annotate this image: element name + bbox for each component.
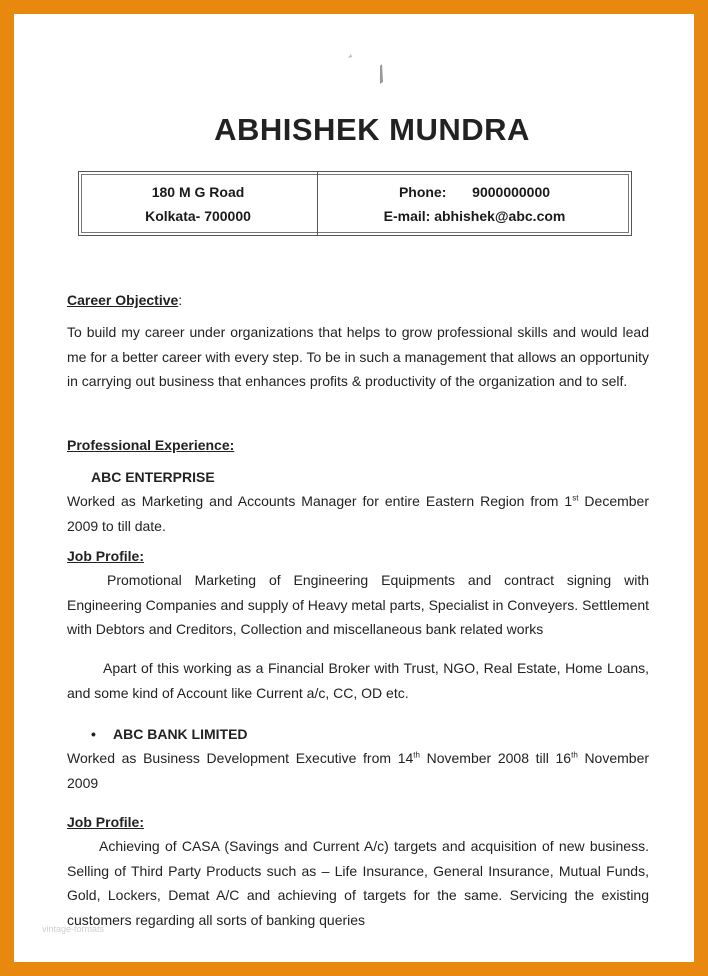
pen-mark-icon xyxy=(332,52,392,92)
job-profile-2-heading: Job Profile: xyxy=(67,814,145,830)
experience-heading: Professional Experience: xyxy=(67,437,235,453)
job-profile-1-para1: Promotional Marketing of Engineering Equipments and contract signing with Engineering Companies and supply of Heavy metal parts, Specialist in Conveyers. Settlement with Debtors and Creditors, Collection and miscellaneous bank related works xyxy=(67,572,649,637)
company-2-summary-sup2: th xyxy=(571,750,578,760)
career-heading: Career Objective xyxy=(67,292,179,308)
company-2-summary xyxy=(67,746,649,795)
company-2-summary-pre: Worked as Business Development Executive from 14 xyxy=(67,750,414,766)
company-1-summary-pre: Worked as Marketing and Accounts Manager for entire Eastern Region from 1 xyxy=(67,493,573,509)
company-1-summary xyxy=(67,489,649,538)
resume-page xyxy=(14,14,694,962)
company-2-name: ABC BANK LIMITED xyxy=(113,726,248,742)
email-line xyxy=(384,204,566,228)
job-profile-1-para2: Apart of this working as a Financial Broker with Trust, NGO, Real Estate, Home Loans, and some kind of Account like Current a/c, CC, OD etc. xyxy=(67,660,649,701)
company-2-summary-mid: November 2008 till 16 xyxy=(419,750,572,766)
career-heading-line: Career Objective: xyxy=(67,292,183,308)
company-1-name: ABC ENTERPRISE xyxy=(91,469,215,485)
address-line1: 180 M G Road xyxy=(151,183,245,200)
job-profile-2-para1: Achieving of CASA (Savings and Current A/c) targets and acquisition of new business. Selling of Third Party Products such as – Life Insurance, General Insurance, Mutual Funds, Gold, Lockers, Demat A/C and achieving of targets for the same. Servicing the existing customers regarding all sorts of banking queries xyxy=(67,838,649,928)
bullet-icon: • xyxy=(91,726,96,742)
address-cell xyxy=(79,172,318,235)
company-2-summary-sup1: th xyxy=(413,750,420,760)
phone-value: 9000000000 xyxy=(472,183,551,200)
contact-box xyxy=(78,171,632,236)
phone-email-cell xyxy=(318,172,631,235)
career-text: To build my career under organizations that helps to grow professional skills and would lead me for a better career with every step. To be in such a management that allows an opportunity in carrying out business that enhances profits & productivity of the organization and to self. xyxy=(67,324,649,389)
watermark: vintage-formats xyxy=(42,924,105,934)
address-line2: Kolkata- 700000 xyxy=(145,207,251,224)
candidate-name: ABHISHEK MUNDRA xyxy=(214,112,530,147)
email-label: E-mail: xyxy=(383,207,431,224)
job-profile-1-heading: Job Profile: xyxy=(67,548,145,564)
phone-line xyxy=(399,180,550,204)
company-2-line xyxy=(91,722,673,747)
email-value: abhishek@abc.com xyxy=(434,207,566,224)
company-1-summary-sup: st xyxy=(572,493,579,503)
phone-label: Phone: xyxy=(398,183,447,200)
company-1-summary-post: December 2009 to till date. xyxy=(67,493,649,534)
company-2-summary-post: November 2009 xyxy=(67,750,650,791)
